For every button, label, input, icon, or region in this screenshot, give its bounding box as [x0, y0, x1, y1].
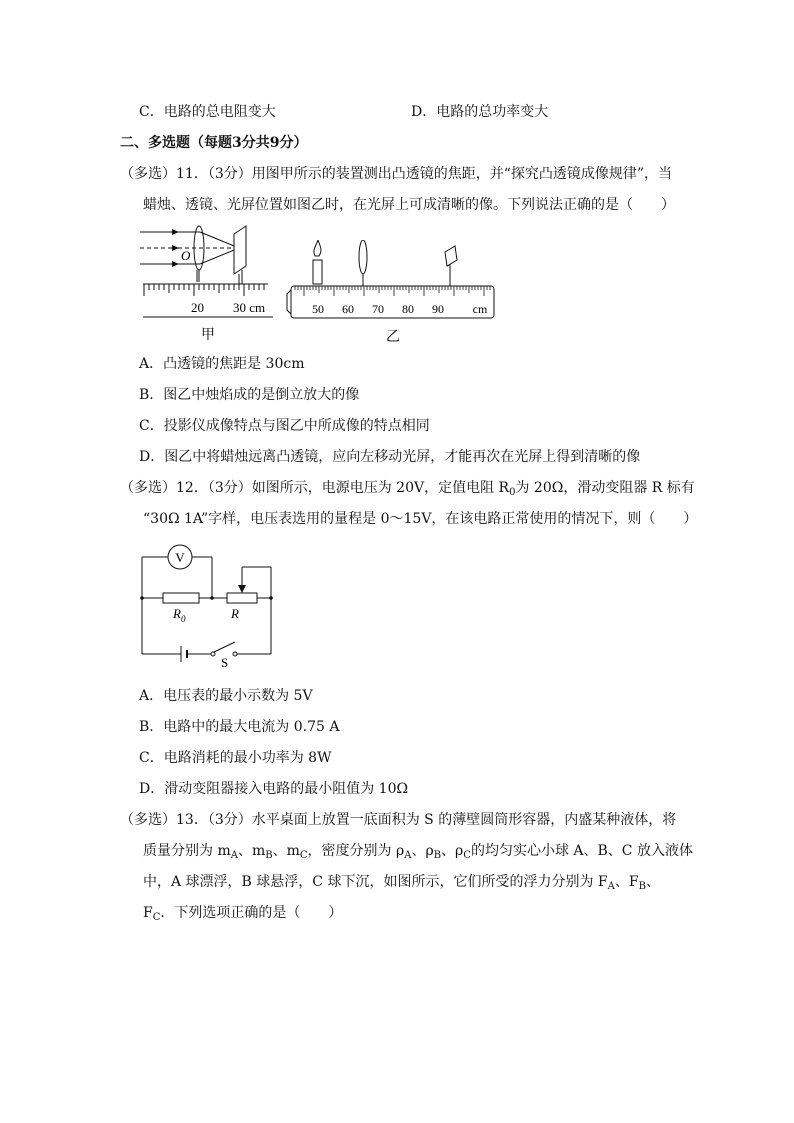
q13-stem-line1: （多选）13．（3分）水平桌面上放置一底面积为 S 的薄壁圆筒形容器，内盛某种液体，将: [120, 812, 677, 828]
ruler-label: 60: [342, 302, 354, 316]
ruler-label: 70: [372, 302, 384, 316]
q11-figure-yi: [285, 240, 500, 348]
q12-option-c: C．电路消耗的最小功率为 8W: [139, 750, 332, 766]
q11-stem-line2: 蜡烛、透镜、光屏位置如图乙时，在光屏上可成清晰的像。下列说法正确的是（ ）: [143, 197, 675, 213]
q12-stem-line1: （多选）12．（3分）如图所示，电源电压为 20V，定值电阻 $R_0$为 20Ω，滑动变阻器 R 标有: [120, 480, 695, 498]
voltmeter-label: V: [175, 550, 185, 565]
fig-yi-caption: 乙: [386, 330, 400, 345]
ruler-label: cm: [472, 302, 488, 316]
q13-stem-line2: 质量分别为 $m_A$、$m_B$、$m_C$，密度分别为 $\rho_A$、$\rho_B$、$\rho_C$的均匀实心小球 A、B、C 放入液体: [143, 843, 693, 861]
q11-option-d: D．图乙中将蜡烛远离凸透镜，应向左移动光屏，才能再次在光屏上得到清晰的像: [139, 449, 641, 465]
q12-circuit-diagram: [135, 538, 280, 668]
ruler-label: 90: [432, 302, 444, 316]
q11-figure-jia: [138, 222, 278, 347]
resistor-r0-label: $R_0$: [173, 606, 186, 624]
fig-jia-label-o: O: [181, 248, 191, 263]
q11-option-b: B．图乙中烛焰成的是倒立放大的像: [139, 387, 360, 403]
fig-jia-caption: 甲: [201, 328, 215, 343]
q10-option-c: C．电路的总电阻变大: [139, 104, 276, 120]
section-title-multiple-choice: 二、多选题（每题3分共9分）: [120, 135, 308, 151]
fig-jia-tick-20: 20: [191, 300, 204, 315]
q10-option-d: D．电路的总功率变大: [411, 104, 549, 120]
q12-stem-line2: “30Ω 1A”字样，电压表选用的量程是 0～15V，在该电路正常使用的情况下，则（ ）: [143, 511, 698, 527]
q11-option-a: A．凸透镜的焦距是 30cm: [139, 356, 305, 372]
ruler-label: 50: [312, 302, 324, 316]
q13-stem-line4: $F_C$．下列选项正确的是（ ）: [143, 905, 343, 923]
q12-option-a: A．电压表的最小示数为 5V: [139, 688, 313, 704]
q13-stem-line3: 中，A 球漂浮，B 球悬浮，C 球下沉，如图所示，它们所受的浮力分别为 $F_A$、$F_B$、: [143, 874, 660, 892]
q11-stem-line1: （多选）11．（3分）用图甲所示的装置测出凸透镜的焦距，并“探究凸透镜成像规律”，当: [120, 166, 673, 182]
ruler-label: 80: [402, 302, 414, 316]
fig-jia-tick-30: 30 cm: [233, 300, 266, 315]
q12-option-d: D．滑动变阻器接入电路的最小阻值为 10Ω: [139, 781, 409, 797]
switch-label: S: [221, 655, 229, 668]
q11-option-c: C．投影仪成像特点与图乙中所成像的特点相同: [139, 418, 430, 434]
q12-option-b: B．电路中的最大电流为 0.75 A: [139, 719, 340, 735]
rheostat-r-label: R: [231, 606, 239, 621]
